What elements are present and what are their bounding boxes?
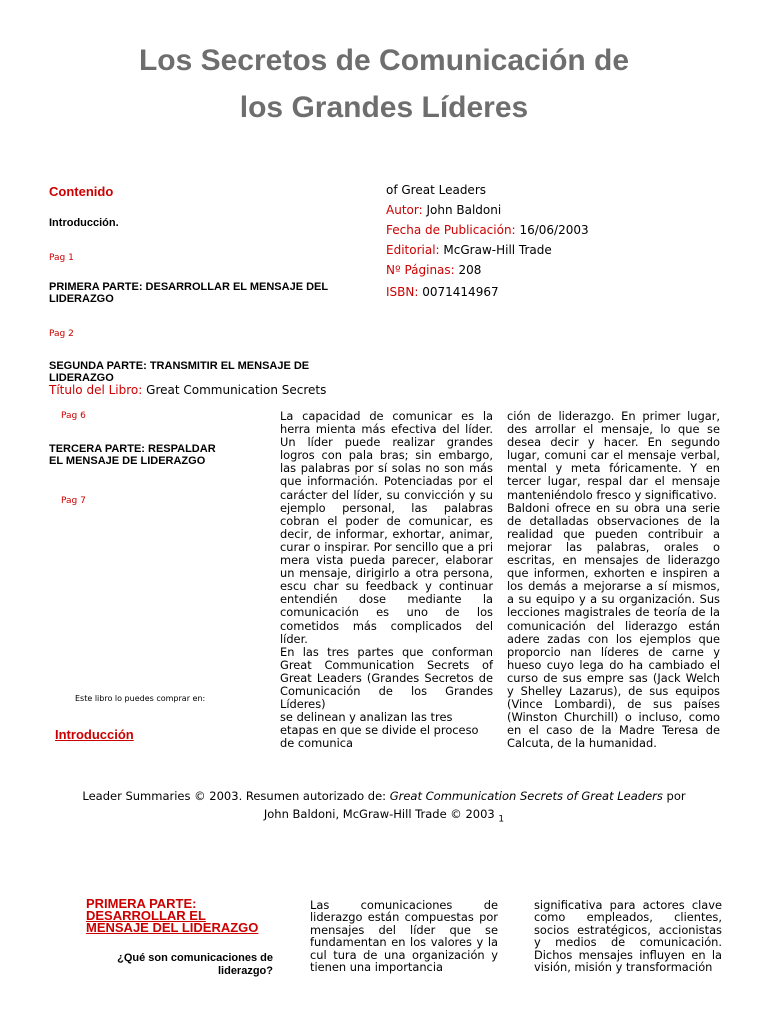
section-heading-part-1: PRIMERA PARTE: DESARROLLAR EL MENSAJE DEL LIDERAZGO — [86, 896, 259, 935]
book-title-value: Great Communication Secrets — [146, 383, 327, 397]
footer-line-2: John Baldoni, McGraw-Hill Trade © 2003 $_1$ — [263, 807, 505, 825]
book-title-continuation: of Great Leaders — [386, 183, 487, 197]
page-title-line-1: Los Secretos de Comunicación de — [138, 44, 630, 77]
isbn-label: ISBN: — [386, 285, 419, 299]
page2-column-1: Las comunicaciones de liderazgo están compuestas por mensajes del líder que se fundamentan en los valores y la cul tura de una organización y tienen una importancia — [310, 898, 498, 975]
isbn-value: 0071414967 — [422, 285, 499, 299]
toc-page-1: Pag 1 — [49, 253, 74, 263]
body-column-2 — [507, 410, 720, 750]
question-subheading: ¿Qué son comunicaciones de liderazgo? — [117, 952, 273, 977]
body-paragraph: La capacidad de comunicar es la herra mienta más efectiva del líder. Un líder puede realizar grandes logros con pala bras; sin embargo, las palabras por sí solas no son más que información. Potenciadas por el carácter del líder, su convicción y su ejemplo personal, las palabras cobran el poder de comunicar, es decir, de informar, exhortar, animar, curar o inspirar. Por sencillo que a pri mera vista pueda parecer, elaborar un mensaje, dirigirlo a otra persona, escu char su feedback y continuar entendién dose mediante la comunicación es uno de los cometidos más complicados del líder. — [280, 409, 493, 646]
toc-item-part-2[interactable]: SEGUNDA PARTE: TRANSMITIR EL MENSAJE DE LIDERAZGO — [49, 360, 310, 384]
toc-item-part-3-line-2: EL MENSAJE DE LIDERAZGO — [49, 455, 206, 467]
toc-page-7: Pag 7 — [61, 496, 86, 506]
body-column-1 — [280, 410, 493, 750]
toc-page-2: Pag 2 — [49, 329, 74, 339]
author-label: Autor: — [386, 203, 423, 217]
page-number: 1 — [498, 814, 505, 825]
book-metadata — [386, 180, 589, 302]
pages-value: 208 — [458, 263, 482, 277]
footer-line-1: Leader Summaries © 2003. Resumen autorizado de: Great Communication Secrets of Great Leaders por — [82, 789, 686, 803]
author-row — [386, 200, 589, 220]
footer-book-title: Great Communication Secrets of Great Leaders — [389, 789, 663, 803]
date-row — [386, 220, 589, 240]
body-paragraph: se delinean y analizan las tres etapas en que se divide el proceso de comunica — [280, 710, 479, 751]
body-paragraph: En las tres partes que conforman Great Communication Secrets of Great Leaders (Grandes Secretos de Comunicación de los Grandes Líderes) — [280, 644, 493, 712]
buy-text: Este libro lo puedes comprar en: — [75, 694, 206, 703]
book-title-label: Título del Libro: — [49, 383, 143, 397]
body-paragraph: Baldoni ofrece en su obra una serie de detalladas observaciones de la realidad que pueden contribuir a mejorar las palabras, orales o escritas, en mensajes de liderazgo que informen, exhorten e inspiren a los demás a mejorarse a sí mismos, a su equipo y a su organización. Sus lecciones magistrales de teoría de la comunicación del liderazgo están adere zadas con los ejemplos que proporcio nan líderes de carne y hueso cuyo lega do ha cambiado el curso de sus empre sas (Jack Welch y Shelley Lazarus), de sus equipos (Vince Lombardi), de sus países (Winston Churchill) o incluso, como en el caso de la Madre Teresa de Calcuta, de la humanidad. — [507, 500, 720, 751]
pages-row — [386, 260, 589, 280]
page-title-line-2: los Grandes Líderes — [239, 91, 529, 124]
body-paragraph: ción de liderazgo. En primer lugar, des arrollar el mensaje, lo que se desea decir y hacer. En segundo lugar, comuni car el mensaje verbal, mental y meta fóricamente. Y en tercer lugar, respal dar el mensaje manteniéndolo fresco y significativo. — [507, 409, 720, 502]
author-value: John Baldoni — [426, 203, 502, 217]
intro-link[interactable]: Introducción — [55, 727, 134, 742]
book-title-row — [49, 380, 326, 400]
isbn-row — [386, 282, 589, 302]
pages-label: Nº Páginas: — [386, 263, 455, 277]
toc-item-part-3-line-1: TERCERA PARTE: RESPALDAR — [49, 443, 216, 455]
publisher-row — [386, 240, 589, 260]
publisher-value: McGraw-Hill Trade — [443, 243, 552, 257]
toc-item-part-1[interactable]: PRIMERA PARTE: DESARROLLAR EL MENSAJE DEL LIDERAZGO — [49, 281, 328, 305]
page2-column-2: significativa para actores clave como empleados, clientes, socios estratégicos, accionistas y medios de comunicación. Dichos mensajes influyen en la visión, misión y transformación — [534, 898, 722, 975]
publisher-label: Editorial: — [386, 243, 440, 257]
toc-item-intro[interactable]: Introducción. — [49, 217, 119, 229]
toc-page-6: Pag 6 — [61, 411, 86, 421]
toc-item-part-3[interactable] — [49, 443, 216, 467]
date-value: 16/06/2003 — [519, 223, 589, 237]
date-label: Fecha de Publicación: — [386, 223, 516, 237]
toc-heading: Contenido — [49, 184, 114, 199]
